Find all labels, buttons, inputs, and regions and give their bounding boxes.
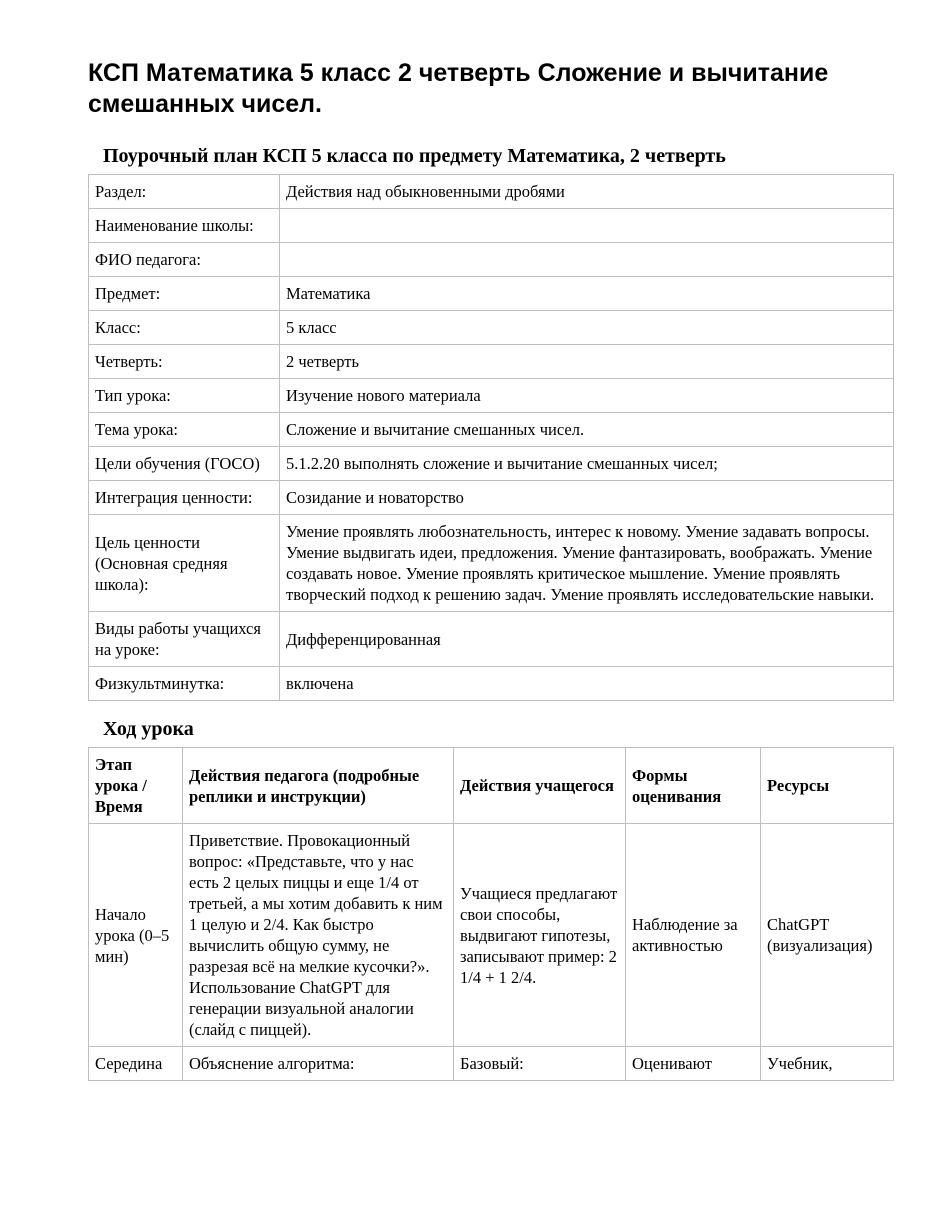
info-row xyxy=(89,311,894,345)
info-row xyxy=(89,379,894,413)
info-label: Цель ценности (Основная средняя школа): xyxy=(89,515,280,612)
lesson-cell: Оценивают xyxy=(626,1047,761,1081)
lesson-cell: Учебник, xyxy=(761,1047,894,1081)
lesson-cell: Начало урока (0–5 мин) xyxy=(89,824,183,1047)
info-label: Тип урока: xyxy=(89,379,280,413)
info-row xyxy=(89,175,894,209)
info-value xyxy=(280,209,894,243)
info-row xyxy=(89,481,894,515)
info-label: Четверть: xyxy=(89,345,280,379)
lesson-header-cell: Действия учащегося xyxy=(454,748,626,824)
lesson-flow-table xyxy=(88,747,894,1081)
lesson-cell: Базовый: xyxy=(454,1047,626,1081)
document-title: КСП Математика 5 класс 2 четверть Сложение и вычитание смешанных чисел. xyxy=(88,59,829,118)
lesson-header-row xyxy=(89,748,894,824)
info-value xyxy=(280,243,894,277)
info-value: 2 четверть xyxy=(280,345,894,379)
info-label: Виды работы учащихся на уроке: xyxy=(89,612,280,667)
info-label: Предмет: xyxy=(89,277,280,311)
lesson-header-cell: Действия педагога (подробные реплики и инструкции) xyxy=(183,748,454,824)
info-value: 5 класс xyxy=(280,311,894,345)
info-row xyxy=(89,612,894,667)
lesson-row xyxy=(89,824,894,1047)
document-page xyxy=(88,58,893,1081)
info-value: 5.1.2.20 выполнять сложение и вычитание смешанных чисел; xyxy=(280,447,894,481)
info-value: Сложение и вычитание смешанных чисел. xyxy=(280,413,894,447)
info-row xyxy=(89,667,894,701)
info-row xyxy=(89,209,894,243)
info-row xyxy=(89,243,894,277)
info-value: Изучение нового материала xyxy=(280,379,894,413)
info-value: Созидание и новаторство xyxy=(280,481,894,515)
info-label: Физкультминутка: xyxy=(89,667,280,701)
lesson-row xyxy=(89,1047,894,1081)
info-row xyxy=(89,345,894,379)
info-label: Тема урока: xyxy=(89,413,280,447)
lesson-header-cell: Формы оценивания xyxy=(626,748,761,824)
info-value: Дифференцированная xyxy=(280,612,894,667)
info-value: Действия над обыкновенными дробями xyxy=(280,175,894,209)
lesson-info-table xyxy=(88,174,894,701)
lesson-flow-title: Ход урока xyxy=(103,718,194,740)
lesson-header-cell: Этап урока / Время xyxy=(89,748,183,824)
info-value: Умение проявлять любознательность, интерес к новому. Умение задавать вопросы. Умение выдвигать идеи, предложения. Умение фантазировать, воображать. Умение создавать новое. Умение проявлять критическое мышление. Умение проявлять творческий подход к решению задач. Умение проявлять исследовательские навыки. xyxy=(280,515,894,612)
info-label: Интеграция ценности: xyxy=(89,481,280,515)
info-row xyxy=(89,447,894,481)
info-row xyxy=(89,277,894,311)
lesson-cell: ChatGPT (визуализация) xyxy=(761,824,894,1047)
info-label: Класс: xyxy=(89,311,280,345)
info-label: Цели обучения (ГОСО) xyxy=(89,447,280,481)
lesson-cell: Объяснение алгоритма: xyxy=(183,1047,454,1081)
info-value: включена xyxy=(280,667,894,701)
plan-title: Поурочный план КСП 5 класса по предмету Математика, 2 четверть xyxy=(103,145,726,167)
info-row xyxy=(89,515,894,612)
lesson-cell: Наблюдение за активностью xyxy=(626,824,761,1047)
info-value: Математика xyxy=(280,277,894,311)
lesson-cell: Приветствие. Провокационный вопрос: «Представьте, что у нас есть 2 целых пиццы и еще 1/4 от третьей, а мы хотим добавить к ним 1 целую и 2/4. Как быстро вычислить общую сумму, не разрезая всё на мелкие кусочки?». Использование ChatGPT для генерации визуальной аналогии (слайд с пиццей). xyxy=(183,824,454,1047)
lesson-cell: Учащиеся предлагают свои способы, выдвигают гипотезы, записывают пример: 2 1/4 + 1 2/4. xyxy=(454,824,626,1047)
info-row xyxy=(89,413,894,447)
lesson-header-cell: Ресурсы xyxy=(761,748,894,824)
info-label: Раздел: xyxy=(89,175,280,209)
info-label: ФИО педагога: xyxy=(89,243,280,277)
info-label: Наименование школы: xyxy=(89,209,280,243)
lesson-cell: Середина xyxy=(89,1047,183,1081)
